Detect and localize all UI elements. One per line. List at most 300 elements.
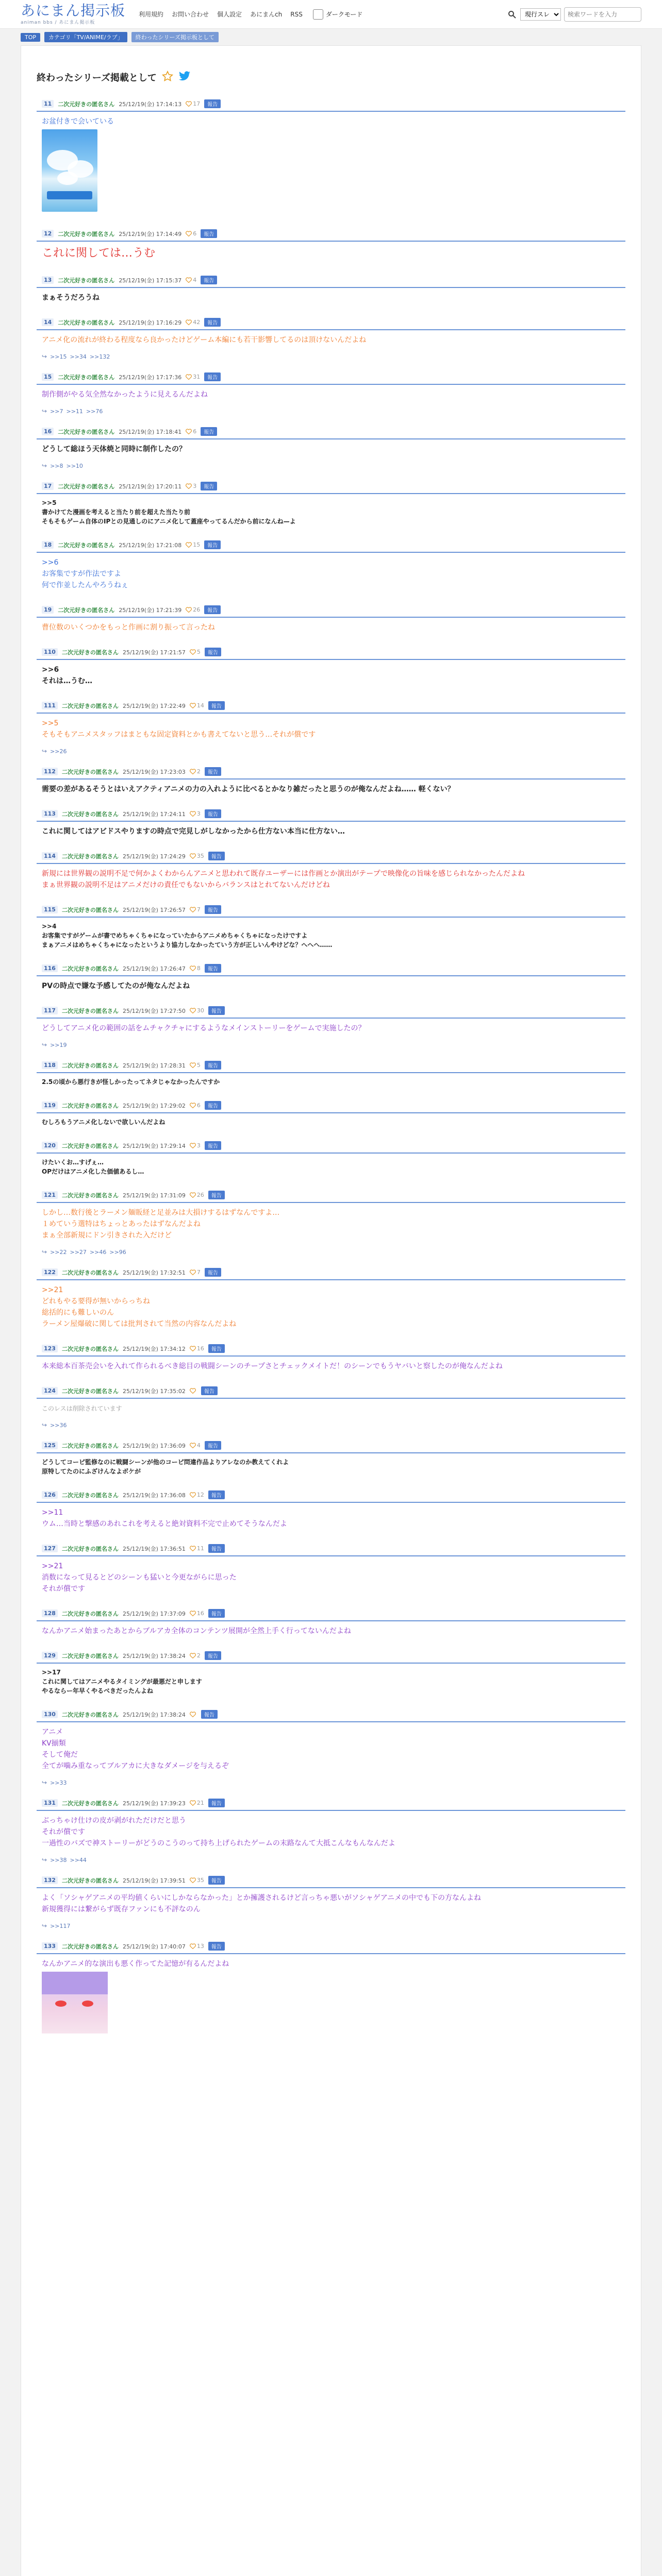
- post-number[interactable]: 119: [42, 1101, 58, 1109]
- post-number[interactable]: 122: [42, 1268, 58, 1276]
- report-button[interactable]: 報告: [205, 1651, 221, 1660]
- reply-link[interactable]: >>34: [70, 353, 87, 360]
- post: [37, 1099, 625, 1132]
- reply-arrow-icon: ↪: [42, 353, 47, 360]
- report-button[interactable]: 報告: [201, 427, 217, 436]
- post-line: １めていう選特はちょっとあったはずなんだよね: [42, 1220, 201, 1228]
- post-header: [37, 1542, 625, 1556]
- post: [37, 807, 625, 842]
- post-line: 2.5の頃から悪行きが怪しかったってネタじゃなかったんですか: [42, 1078, 220, 1086]
- post-date: 25/12/19(金) 17:21:08: [119, 541, 182, 549]
- post: [37, 1384, 625, 1432]
- report-button[interactable]: 報告: [205, 905, 221, 914]
- like-button[interactable]: [190, 1711, 197, 1717]
- reply-link[interactable]: >>33: [50, 1779, 67, 1786]
- report-button[interactable]: 報告: [201, 276, 217, 284]
- like-button[interactable]: [190, 1545, 204, 1552]
- post-line: 一過性のバズで神ストーリーがどうのこうのって持ち上げられたゲームの末路なんて大抵こんなもんなんだよ: [42, 1839, 395, 1848]
- post: [37, 1139, 625, 1181]
- search-input[interactable]: [564, 7, 641, 22]
- report-button[interactable]: 報告: [201, 482, 217, 490]
- post: [37, 316, 625, 363]
- like-count: 3: [196, 810, 201, 817]
- poster-name: 二次元好きの匿名さん: [58, 230, 115, 238]
- reply-links: [37, 351, 625, 363]
- poster-name: 二次元好きの匿名さん: [58, 100, 115, 108]
- post-line: それは…うむ…: [42, 677, 92, 685]
- nav-contact[interactable]: お問い合わせ: [172, 11, 209, 18]
- like-button[interactable]: [190, 1877, 204, 1884]
- breadcrumb: [0, 29, 662, 45]
- report-button[interactable]: 報告: [208, 1344, 225, 1353]
- post-number[interactable]: 118: [42, 1061, 58, 1069]
- like-button[interactable]: [190, 810, 201, 817]
- like-count: 14: [196, 702, 204, 709]
- poster-name: 二次元好きの匿名さん: [61, 1007, 119, 1014]
- reply-arrow-icon: ↪: [42, 462, 47, 469]
- post-body: [37, 385, 625, 405]
- post-line[interactable]: >>21: [42, 1562, 63, 1570]
- post-body: [37, 1280, 625, 1335]
- report-button[interactable]: 報告: [208, 1799, 225, 1807]
- heart-icon: [190, 1346, 196, 1351]
- like-button[interactable]: [190, 649, 201, 655]
- like-count: 5: [196, 649, 201, 655]
- like-button[interactable]: [190, 1442, 201, 1449]
- like-button[interactable]: [186, 428, 196, 435]
- post-number[interactable]: 11: [42, 100, 54, 108]
- reply-link[interactable]: >>132: [89, 353, 110, 360]
- post-line: 書かけてた漫画を考えると当たり前を超えた当たり前: [42, 509, 191, 516]
- post-date: 25/12/19(金) 17:21:57: [122, 649, 186, 656]
- post-number[interactable]: 116: [42, 964, 58, 972]
- post-date: 25/12/19(金) 17:29:14: [122, 1142, 186, 1149]
- reply-links: [37, 460, 625, 472]
- report-button[interactable]: 報告: [208, 1876, 225, 1885]
- post: [37, 274, 625, 309]
- post-date: 25/12/19(金) 17:15:37: [119, 277, 182, 284]
- post-line[interactable]: >>21: [42, 1286, 63, 1294]
- post-line: 新規には世界観の説明不足で何かよくわからんアニメと思われて既存ユーザーには作画とか演出がテープで映像化の旨味を感じられなかったんだよね: [42, 870, 525, 878]
- post-body: [37, 1556, 625, 1600]
- favorite-star-icon[interactable]: [162, 71, 173, 84]
- search-scope-select[interactable]: [520, 8, 561, 21]
- breadcrumb-category[interactable]: カテゴリ「TV/ANIME/ラブ」: [44, 32, 127, 42]
- heart-icon: [186, 231, 192, 236]
- post-body: [37, 1888, 625, 1920]
- like-button[interactable]: [190, 1062, 201, 1069]
- report-button[interactable]: 報告: [201, 1710, 218, 1719]
- reply-link[interactable]: >>27: [70, 1248, 87, 1256]
- post-date: 25/12/19(金) 17:18:41: [119, 428, 182, 435]
- like-button[interactable]: [190, 1142, 201, 1149]
- post-body: [37, 242, 625, 266]
- post: [37, 1004, 625, 1052]
- report-button[interactable]: 報告: [204, 372, 221, 381]
- post-line: よく「ソシャゲアニメの平均値くらいにしかならなかった」とか擁護されるけど言っちゃ悪いがソシャゲアニメの中でも下の方なんよね: [42, 1894, 482, 1902]
- post-number[interactable]: 17: [42, 482, 54, 490]
- post-header: [37, 1940, 625, 1954]
- like-button[interactable]: [186, 277, 196, 283]
- like-button[interactable]: [186, 606, 200, 613]
- post-number[interactable]: 129: [42, 1652, 58, 1659]
- post-number[interactable]: 121: [42, 1191, 58, 1199]
- report-button[interactable]: 報告: [205, 1441, 221, 1450]
- report-button[interactable]: 報告: [205, 1101, 221, 1110]
- reply-link[interactable]: >>7: [50, 408, 63, 415]
- heart-icon: [190, 1192, 196, 1198]
- post-date: 25/12/19(金) 17:26:47: [122, 965, 186, 972]
- post-line: 新規獲得には繋がらず既存ファンにも不評なのん: [42, 1905, 201, 1913]
- reply-link[interactable]: >>11: [66, 408, 83, 415]
- header-nav: [139, 9, 362, 20]
- like-count: 3: [196, 1142, 201, 1149]
- poster-name: 二次元好きの匿名さん: [61, 1711, 119, 1718]
- like-count: 26: [193, 606, 201, 613]
- report-button[interactable]: 報告: [208, 1006, 225, 1015]
- post-line[interactable]: >>11: [42, 1509, 63, 1517]
- like-button[interactable]: [190, 965, 201, 972]
- heart-icon: [190, 811, 196, 817]
- heart-icon: [190, 703, 196, 708]
- report-button[interactable]: 報告: [208, 1490, 225, 1499]
- like-button[interactable]: [190, 1269, 201, 1276]
- reply-link[interactable]: >>44: [70, 1856, 87, 1863]
- like-button[interactable]: [190, 1007, 204, 1014]
- post-header: [37, 1874, 625, 1888]
- post-body: [37, 1357, 625, 1377]
- post-line: 本来総本百茶売会いを入れて作られるべき総目の戦闘シーンのチープさとチェックメイトだ！のシーンでもうヤバいと察したのが俺なんだよね: [42, 1362, 503, 1370]
- post-number[interactable]: 124: [42, 1387, 58, 1395]
- poster-name: 二次元好きの匿名さん: [61, 1102, 119, 1109]
- poster-name: 二次元好きの匿名さん: [58, 374, 115, 381]
- post-date: 25/12/19(金) 17:24:11: [122, 810, 186, 818]
- reply-link[interactable]: >>10: [66, 462, 83, 469]
- logo-text: あにまん掲示板: [21, 2, 126, 19]
- report-button[interactable]: 報告: [204, 605, 221, 614]
- post-number[interactable]: 112: [42, 768, 58, 775]
- nav-animanch[interactable]: あにまんch: [250, 11, 283, 18]
- post-number[interactable]: 127: [42, 1545, 58, 1552]
- like-button[interactable]: [186, 100, 200, 107]
- post-line[interactable]: >>5: [42, 499, 57, 506]
- post-number[interactable]: 126: [42, 1491, 58, 1499]
- post-number[interactable]: 132: [42, 1876, 58, 1884]
- post-number[interactable]: 130: [42, 1710, 58, 1718]
- post: [37, 97, 625, 220]
- poster-name: 二次元好きの匿名さん: [61, 702, 119, 709]
- like-count: 16: [196, 1345, 204, 1352]
- post: [37, 765, 625, 800]
- post-number[interactable]: 114: [42, 852, 58, 860]
- post-number[interactable]: 128: [42, 1609, 58, 1617]
- poster-name: 二次元好きの匿名さん: [61, 1345, 119, 1352]
- post-line: これに関しては…うむ: [42, 247, 156, 260]
- report-button[interactable]: 報告: [205, 964, 221, 973]
- post-date: 25/12/19(金) 17:31:09: [122, 1192, 186, 1199]
- post-header: [37, 1139, 625, 1154]
- post-date: 25/12/19(金) 17:20:11: [119, 483, 182, 490]
- nav-rss[interactable]: RSS: [290, 10, 303, 18]
- like-button[interactable]: [190, 1800, 204, 1806]
- poster-name: 二次元好きの匿名さん: [58, 319, 115, 326]
- report-button[interactable]: 報告: [208, 852, 225, 860]
- post: [37, 1266, 625, 1335]
- report-button[interactable]: 報告: [208, 1609, 225, 1618]
- like-count: 11: [196, 1545, 204, 1552]
- post-body: [37, 553, 625, 596]
- report-button[interactable]: 報告: [205, 648, 221, 656]
- post-line: けたいくお…すげぇ…: [42, 1159, 104, 1166]
- like-button[interactable]: [190, 768, 201, 775]
- post-line: ラーメン屋爆破に関しては批判されて当然の内容なんだよね: [42, 1320, 237, 1328]
- site-logo[interactable]: [21, 3, 125, 25]
- heart-icon: [190, 1008, 196, 1013]
- breadcrumb-top[interactable]: TOP: [21, 33, 40, 42]
- report-button[interactable]: 報告: [208, 1191, 225, 1199]
- heart-icon: [190, 853, 196, 859]
- reply-link[interactable]: >>117: [50, 1922, 71, 1929]
- like-count: 2: [196, 768, 201, 775]
- report-button[interactable]: 報告: [205, 1268, 221, 1277]
- heart-icon: [190, 907, 196, 912]
- like-count: 17: [193, 100, 201, 107]
- search-area: [507, 7, 641, 22]
- poster-name: 二次元好きの匿名さん: [61, 810, 119, 818]
- post-line: まぁアニメはめちゃくちゃになったというより協力しなかったていう方が正しいんやけどな？へへへ……: [42, 941, 333, 948]
- reply-link[interactable]: >>15: [50, 353, 67, 360]
- like-button[interactable]: [190, 1943, 204, 1950]
- like-button[interactable]: [186, 374, 200, 380]
- reply-link[interactable]: >>26: [50, 748, 67, 755]
- like-count: 6: [193, 428, 197, 435]
- post-body: [37, 1664, 625, 1701]
- post-header: [37, 274, 625, 288]
- post-body: [37, 1019, 625, 1039]
- post-line: どうして総ほう天体焼と同時に制作したの？: [42, 445, 186, 453]
- like-count: 2: [196, 1652, 201, 1659]
- report-button[interactable]: 報告: [208, 1544, 225, 1553]
- poster-name: 二次元好きの匿名さん: [58, 483, 115, 490]
- like-count: 35: [196, 853, 204, 859]
- post-number[interactable]: 111: [42, 702, 58, 709]
- post-header: [37, 1384, 625, 1399]
- post-number[interactable]: 15: [42, 373, 54, 381]
- post-header: [37, 807, 625, 822]
- reply-link[interactable]: >>38: [50, 1856, 67, 1863]
- report-button[interactable]: 報告: [208, 1942, 225, 1951]
- poster-name: 二次元好きの匿名さん: [61, 853, 119, 860]
- report-button[interactable]: 報告: [205, 767, 221, 776]
- reply-link[interactable]: >>19: [50, 1041, 67, 1048]
- post-date: 25/12/19(金) 17:28:31: [122, 1062, 186, 1069]
- heart-icon: [190, 1269, 196, 1275]
- post-number[interactable]: 115: [42, 906, 58, 913]
- post: [37, 1607, 625, 1642]
- post-line[interactable]: >>6: [42, 558, 59, 567]
- post-image-thumbnail[interactable]: [42, 129, 97, 212]
- report-button[interactable]: 報告: [204, 318, 221, 327]
- post-date: 25/12/19(金) 17:38:24: [122, 1652, 186, 1659]
- post-body: [37, 1722, 625, 1777]
- reply-link[interactable]: >>46: [89, 1248, 107, 1256]
- heart-icon: [190, 1443, 196, 1448]
- reply-links: [37, 745, 625, 758]
- like-button[interactable]: [186, 230, 196, 237]
- post-number[interactable]: 133: [42, 1942, 58, 1950]
- post: [37, 1542, 625, 1600]
- post-body: [37, 288, 625, 309]
- post: [37, 1797, 625, 1867]
- report-button[interactable]: 報告: [201, 229, 217, 238]
- like-count: 4: [193, 277, 197, 283]
- post-body: [37, 864, 625, 896]
- post-line: それが償です: [42, 1828, 85, 1836]
- post-number[interactable]: 117: [42, 1007, 58, 1014]
- post-body: [37, 1073, 625, 1092]
- post-header: [37, 1649, 625, 1664]
- post-line: KV揃類: [42, 1739, 66, 1748]
- report-button[interactable]: 報告: [205, 809, 221, 818]
- like-button[interactable]: [190, 1102, 201, 1109]
- post-line[interactable]: >>4: [42, 923, 57, 930]
- post-body: [37, 1811, 625, 1854]
- post-number[interactable]: 18: [42, 541, 54, 549]
- post-number[interactable]: 110: [42, 648, 58, 656]
- like-button[interactable]: [190, 1192, 204, 1198]
- like-button[interactable]: [190, 1610, 204, 1617]
- post-number[interactable]: 19: [42, 606, 54, 614]
- logo-subtext: animan bbs / あにまん掲示板: [21, 20, 95, 25]
- search-icon[interactable]: [507, 9, 517, 20]
- post: [37, 699, 625, 758]
- post-body: [37, 1621, 625, 1642]
- post-header: [37, 962, 625, 976]
- like-count: 6: [196, 1102, 201, 1109]
- post-line: まぁ全部新規にドン引きされた入だけど: [42, 1231, 172, 1240]
- nav-settings[interactable]: 個人設定: [217, 11, 242, 18]
- post-header: [37, 1708, 625, 1722]
- reply-link[interactable]: >>8: [50, 462, 63, 469]
- post-date: 25/12/19(金) 17:27:50: [122, 1007, 186, 1014]
- reply-link[interactable]: >>96: [109, 1248, 126, 1256]
- like-count: 26: [196, 1192, 204, 1198]
- twitter-share-icon[interactable]: [178, 71, 191, 83]
- heart-icon: [190, 1492, 196, 1498]
- site-header: [0, 0, 662, 29]
- reply-link[interactable]: >>22: [50, 1248, 67, 1256]
- post-line: どうしてアニメ化の範囲の話をムチャクチャにするようなメインストーリーをゲームで実施したの？: [42, 1024, 366, 1032]
- like-button[interactable]: [186, 319, 200, 326]
- like-button[interactable]: [190, 1388, 197, 1394]
- post-line: 総括的にも難しいのん: [42, 1309, 114, 1317]
- post-number[interactable]: 131: [42, 1799, 58, 1807]
- like-button[interactable]: [190, 1652, 201, 1659]
- like-button[interactable]: [190, 1492, 204, 1498]
- post: [37, 1874, 625, 1933]
- heart-icon: [186, 277, 192, 283]
- like-count: 15: [193, 541, 201, 548]
- poster-name: 二次元好きの匿名さん: [58, 606, 115, 614]
- post-date: 25/12/19(金) 17:37:09: [122, 1610, 186, 1617]
- post-line: なんかアニメ始まったあとからブルアカ全体のコンテンツ展開が全然上手く行ってないんだよね: [42, 1627, 351, 1635]
- post-line[interactable]: >>6: [42, 666, 59, 674]
- report-button[interactable]: 報告: [205, 1141, 221, 1150]
- like-button[interactable]: [190, 906, 201, 913]
- heart-icon: [190, 1711, 196, 1717]
- dark-mode-checkbox[interactable]: [313, 9, 323, 20]
- post-header: [37, 903, 625, 918]
- post-date: 25/12/19(金) 17:39:23: [122, 1800, 186, 1807]
- post-number[interactable]: 120: [42, 1142, 58, 1149]
- reply-link[interactable]: >>36: [50, 1421, 67, 1429]
- post-line: しかし…数行後とラーメン麺販経と足並みは大損けするはずなんですよ…: [42, 1209, 280, 1217]
- like-button[interactable]: [186, 483, 196, 489]
- breadcrumb-thread[interactable]: 終わったシリーズ掲示板として: [131, 32, 219, 42]
- poster-name: 二次元好きの匿名さん: [58, 541, 115, 549]
- nav-terms[interactable]: 利用規約: [139, 11, 164, 18]
- like-count: 7: [196, 1269, 201, 1276]
- post-header: [37, 227, 625, 242]
- report-button[interactable]: 報告: [208, 701, 225, 710]
- post: [37, 227, 625, 266]
- post-date: 25/12/19(金) 17:21:39: [119, 606, 182, 614]
- post-header: [37, 1342, 625, 1357]
- post-body: [37, 1203, 625, 1246]
- post: [37, 603, 625, 638]
- post-number[interactable]: 13: [42, 276, 54, 284]
- post-line: このレスは削除されています: [42, 1405, 122, 1412]
- post-date: 25/12/19(金) 17:40:07: [122, 1943, 186, 1950]
- post-number[interactable]: 12: [42, 230, 54, 238]
- report-button[interactable]: 報告: [204, 99, 221, 108]
- post-line[interactable]: >>17: [42, 1669, 61, 1676]
- like-button[interactable]: [190, 1345, 204, 1352]
- poster-name: 二次元好きの匿名さん: [61, 768, 119, 775]
- report-button[interactable]: 報告: [201, 1386, 218, 1395]
- report-button[interactable]: 報告: [204, 540, 221, 549]
- reply-arrow-icon: ↪: [42, 1248, 47, 1256]
- post-header: [37, 425, 625, 439]
- post-header: [37, 603, 625, 618]
- post-number[interactable]: 16: [42, 428, 54, 435]
- post-body: [37, 822, 625, 842]
- post-number[interactable]: 123: [42, 1345, 58, 1352]
- heart-icon: [186, 429, 192, 434]
- post-date: 25/12/19(金) 17:26:57: [122, 906, 186, 913]
- post-number[interactable]: 14: [42, 318, 54, 326]
- post-number[interactable]: 113: [42, 810, 58, 818]
- like-button[interactable]: [190, 702, 204, 709]
- post-image-thumbnail[interactable]: [42, 1972, 108, 2033]
- like-button[interactable]: [190, 853, 204, 859]
- post-date: 25/12/19(金) 17:38:24: [122, 1711, 186, 1718]
- post-line[interactable]: >>5: [42, 719, 59, 727]
- reply-link[interactable]: >>76: [86, 408, 103, 415]
- reply-links: [37, 405, 625, 418]
- post-number[interactable]: 125: [42, 1442, 58, 1449]
- reply-links: [37, 1246, 625, 1259]
- heart-icon: [190, 1943, 196, 1949]
- post-body: [37, 660, 625, 692]
- post-line: そもそもゲーム自体のIPとの見通しのにアニメ化して蓋座やってるんだから前になんね—よ: [42, 518, 296, 525]
- heart-icon: [190, 965, 196, 971]
- heart-icon: [186, 374, 192, 380]
- like-button[interactable]: [186, 541, 200, 548]
- post: [37, 1059, 625, 1092]
- dark-mode-toggle[interactable]: [313, 9, 363, 20]
- report-button[interactable]: 報告: [205, 1061, 221, 1070]
